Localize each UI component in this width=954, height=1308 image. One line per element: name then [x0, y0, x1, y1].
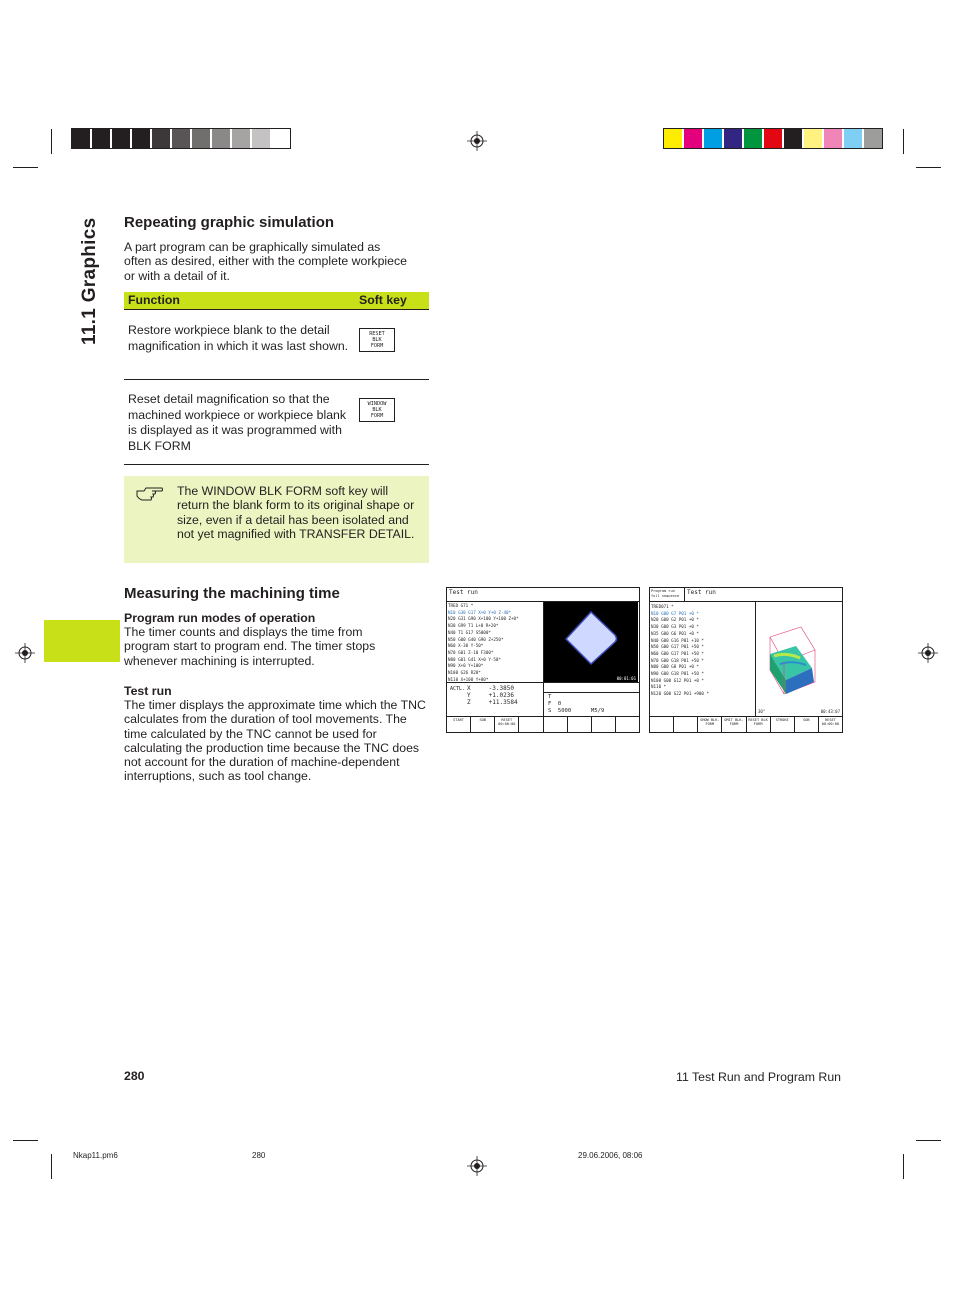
- program-line: N80 G00 G8 P01 +0 *: [651, 664, 699, 670]
- page-number: 280: [124, 1069, 145, 1083]
- program-line: N40 T1 G17 S5000*: [448, 629, 491, 635]
- tnc-screen-test-run-3d: [649, 587, 843, 733]
- program-line: N10 G30 G17 X+0 Y+0 Z-40*: [448, 609, 512, 615]
- crop-mark: [13, 1140, 38, 1141]
- screen-softkey[interactable]: [544, 717, 568, 732]
- crop-mark: [51, 1154, 52, 1179]
- position-label: ACTL.: [450, 686, 466, 692]
- gray-swatch: [232, 129, 252, 148]
- test-run-text: The timer displays the approximate time which the TNC calculates from the duration of tool movements. The time calculated by the TNC cannot be used for calculating the production time because the TNC does not account for the duration of machine-dependent interruptions, such as tool change.: [124, 698, 426, 784]
- screen-softkey[interactable]: RESET BLK FORM: [747, 717, 771, 732]
- program-line: N110 X+100 Y+80*: [448, 676, 489, 682]
- color-swatch: [744, 129, 764, 148]
- softkey-text: BLK: [372, 407, 382, 413]
- program-line: N90 G00 G18 P01 +50 *: [651, 671, 704, 677]
- softkey-text: FORM: [370, 343, 384, 349]
- program-line: N80 G01 G41 X+0 Y-50*: [448, 656, 501, 662]
- note-text: The WINDOW BLK FORM soft key will return the blank form to its original shape or size, even if a detail has been isolated and not yet magnified with TRANSFER DETAIL.: [177, 484, 415, 541]
- gray-swatch: [172, 129, 192, 148]
- gray-swatch: [132, 129, 152, 148]
- screen-softkey[interactable]: OMIT BLK-FORM: [722, 717, 746, 732]
- chapter-tab: [44, 620, 120, 662]
- program-run-text: The timer counts and displays the time from program start to program end. The timer stops whenever machining is interrupted.: [124, 625, 376, 668]
- table-divider: [124, 379, 429, 380]
- color-swatch: [784, 129, 804, 148]
- slug-date: 29.06.2006, 08:06: [578, 1151, 643, 1160]
- color-swatch: [764, 129, 784, 148]
- screen-title: Test run: [449, 589, 478, 596]
- softkey-text: WINDOW: [367, 401, 387, 407]
- column-header-softkey: Soft key: [359, 293, 407, 307]
- softkey-row: [650, 717, 842, 732]
- gray-swatch: [192, 129, 212, 148]
- tnc-screen-test-run: [446, 587, 640, 733]
- gray-swatch: [152, 129, 172, 148]
- gray-swatch: [92, 129, 112, 148]
- axis-readout: Z +11.3584: [467, 699, 518, 706]
- chapter-side-title: 11.1 Graphics: [79, 217, 100, 345]
- graphics-timer: 00:01:01: [616, 676, 636, 681]
- crop-mark: [916, 1140, 941, 1141]
- program-line: TRED G71 *: [448, 603, 474, 608]
- chapter-footer: 11 Test Run and Program Run: [676, 1070, 841, 1084]
- graphics-timer: 00:43:07: [820, 709, 840, 714]
- reset-blk-form-softkey: [359, 328, 395, 352]
- program-line: N40 G00 G16 P01 +10 *: [651, 637, 704, 643]
- status-line: T: [548, 694, 558, 700]
- program-line: N50 G00 G17 P01 +50 *: [651, 644, 704, 650]
- mode-label: Program run full sequence: [651, 589, 680, 598]
- crop-mark: [903, 129, 904, 154]
- screen-softkey[interactable]: [674, 717, 698, 732]
- section-intro: A part program can be graphically simulated as often as desired, either with the complete workpiece or with a detail of it.: [124, 240, 407, 283]
- program-line: N60 X-30 Y-50*: [448, 643, 484, 649]
- softkey-row: [447, 717, 639, 732]
- slug-page: 280: [252, 1151, 266, 1160]
- color-swatch: [664, 129, 684, 148]
- registration-mark-icon: [467, 131, 487, 151]
- program-line: N10 G00 G7 P01 +0 *: [651, 610, 699, 616]
- softkey-text: FORM: [370, 413, 384, 419]
- grayscale-calibration-bar: [71, 128, 291, 149]
- status-display: [548, 694, 604, 715]
- column-header-function: Function: [128, 293, 180, 307]
- registration-mark-icon: [467, 1156, 487, 1176]
- program-line: N90 X+0 Y+100*: [448, 663, 484, 669]
- program-line: N120 G00 G22 P01 +900 *: [651, 691, 709, 697]
- program-line: TRED071 *: [651, 604, 674, 609]
- program-listing: [448, 603, 519, 683]
- program-line: N30 G00 G3 P01 +0 *: [651, 624, 699, 630]
- screen-softkey[interactable]: SOB: [471, 717, 495, 732]
- note-box: [124, 476, 429, 563]
- registration-mark-icon: [15, 643, 35, 663]
- table-row-function: Reset detail magnification so that the machined workpiece or workpiece blank is displayed as it was programmed with BLK FORM: [128, 392, 347, 453]
- status-line: S 5000 M5/9: [548, 708, 605, 714]
- file-name: Nkap11.pm6: [73, 1151, 118, 1160]
- subheading-test-run: Test run: [124, 684, 172, 698]
- screen-softkey[interactable]: RESET 00:00:00: [495, 717, 519, 732]
- pointing-hand-icon: [136, 485, 164, 501]
- status-line: F 0: [548, 701, 562, 707]
- program-line: N50 G00 G40 G90 Z+250*: [448, 636, 504, 642]
- screen-softkey[interactable]: [650, 717, 674, 732]
- program-line: N20 G31 G90 X+100 Y+100 Z+0*: [448, 616, 519, 622]
- gray-swatch: [212, 129, 232, 148]
- screen-softkey[interactable]: RESET 00:00:00: [821, 718, 840, 726]
- table-divider: [124, 309, 429, 310]
- program-line: N100 G00 G12 P01 +0 *: [651, 677, 704, 683]
- window-blk-form-softkey: [359, 398, 395, 422]
- crop-mark: [903, 1154, 904, 1179]
- color-swatch: [684, 129, 704, 148]
- program-line: N30 G99 T1 L+0 R+20*: [448, 623, 499, 629]
- program-line: N60 G00 G17 P01 +50 *: [651, 650, 704, 656]
- registration-mark-icon: [918, 643, 938, 663]
- section-heading-machining-time: Measuring the machining time: [124, 585, 340, 602]
- screen-softkey[interactable]: STROKE: [771, 717, 795, 732]
- program-line: N100 G26 R20*: [448, 670, 481, 676]
- color-calibration-bar: [663, 128, 883, 149]
- program-line: N70 G00 G18 P01 +50 *: [651, 657, 704, 663]
- screen-softkey[interactable]: SHOW BLK-FORM: [698, 717, 722, 732]
- screen-softkey[interactable]: SOB: [795, 717, 819, 732]
- axis-readout: Y +1.0236: [467, 692, 514, 699]
- table-divider: [124, 464, 429, 465]
- program-line: N20 G00 G2 P01 +0 *: [651, 617, 699, 623]
- view-angle: 30°: [758, 709, 766, 714]
- program-listing: [651, 604, 709, 698]
- crop-mark: [916, 167, 941, 168]
- graphics-window: [544, 602, 638, 682]
- color-swatch: [824, 129, 844, 148]
- gray-swatch: [112, 129, 132, 148]
- gray-swatch: [272, 129, 290, 148]
- screen-softkey[interactable]: [616, 717, 639, 732]
- program-line: N110 *: [651, 684, 667, 690]
- color-swatch: [844, 129, 864, 148]
- gray-swatch: [252, 129, 272, 148]
- simulated-workpiece-graphic: [544, 602, 638, 682]
- screen-softkey[interactable]: [519, 717, 543, 732]
- axis-readout: X -3.3850: [467, 685, 514, 692]
- program-line: N35 G00 G6 P01 +0 *: [651, 630, 699, 636]
- color-swatch: [864, 129, 882, 148]
- softkey-text: BLK: [372, 337, 382, 343]
- 3d-workpiece-graphic: [756, 602, 842, 716]
- table-header: [124, 292, 429, 309]
- gray-swatch: [72, 129, 92, 148]
- color-swatch: [724, 129, 744, 148]
- subheading-program-run: Program run modes of operation: [124, 611, 316, 625]
- softkey-text: RESET: [369, 331, 385, 337]
- section-heading-repeating: Repeating graphic simulation: [124, 214, 335, 231]
- screen-title: Test run: [687, 589, 716, 596]
- crop-mark: [13, 167, 38, 168]
- table-row-function: Restore workpiece blank to the detail magnification in which it was last shown.: [128, 323, 349, 353]
- color-swatch: [704, 129, 724, 148]
- screen-softkey[interactable]: [592, 717, 616, 732]
- axis-positions: [467, 685, 518, 706]
- crop-mark: [51, 129, 52, 154]
- screen-softkey[interactable]: START: [447, 717, 471, 732]
- color-swatch: [804, 129, 824, 148]
- screen-softkey[interactable]: [568, 717, 592, 732]
- program-line: N70 G01 Z-10 F300*: [448, 649, 494, 655]
